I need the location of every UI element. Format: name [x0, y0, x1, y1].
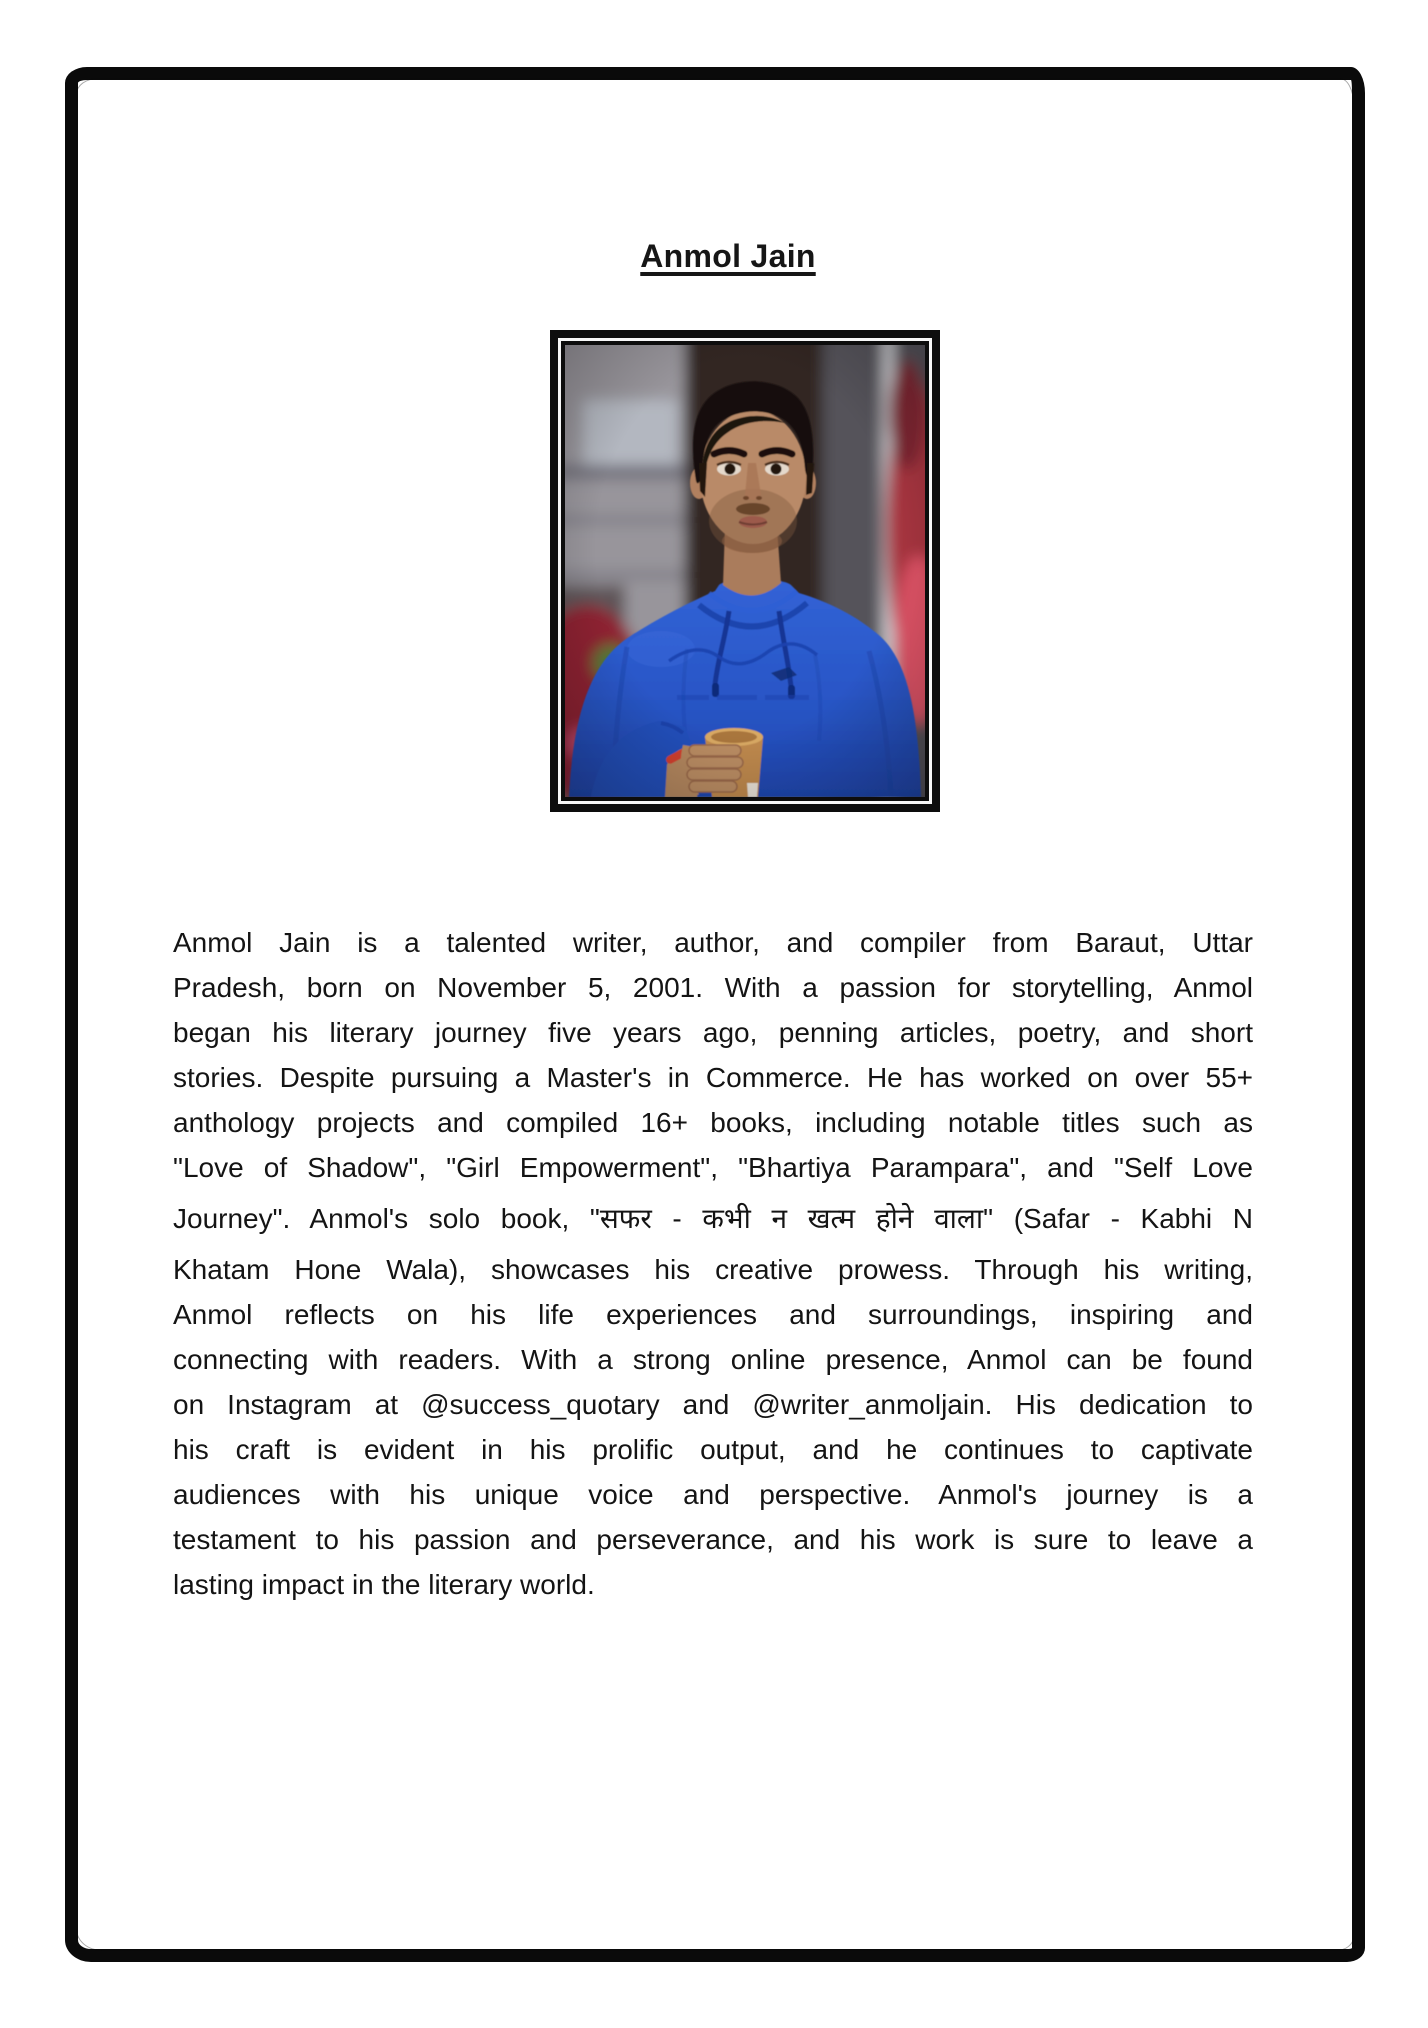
- portrait-photo: [565, 345, 925, 797]
- bio-line-5: anthology projects and compiled 16+ books, including notable titles such as: [173, 1107, 1253, 1138]
- bio-line-13: audiences with his unique voice and perspective. Anmol's journey is a: [173, 1479, 1253, 1510]
- portrait-photo-frame: [550, 330, 940, 812]
- bio-line-3: began his literary journey five years ago, penning articles, poetry, and short: [173, 1017, 1253, 1048]
- bio-line-1: Anmol Jain is a talented writer, author, and compiler from Baraut, Uttar: [173, 927, 1253, 958]
- bio-line-6: "Love of Shadow", "Girl Empowerment", "Bhartiya Parampara", and "Self Love: [173, 1152, 1253, 1183]
- bio-line-14: testament to his passion and perseverance, and his work is sure to leave a: [173, 1524, 1253, 1555]
- bio-line-11: on Instagram at @success_quotary and @writer_anmoljain. His dedication to: [173, 1389, 1253, 1420]
- bio-line-2: Pradesh, born on November 5, 2001. With a passion for storytelling, Anmol: [173, 972, 1253, 1003]
- bio-line-4: stories. Despite pursuing a Master's in Commerce. He has worked on over 55+: [173, 1062, 1253, 1093]
- photo-vignette: [565, 345, 925, 797]
- bio-line-9: Anmol reflects on his life experiences and surroundings, inspiring and: [173, 1299, 1253, 1330]
- bio-line-10: connecting with readers. With a strong online presence, Anmol can be found: [173, 1344, 1253, 1375]
- bio-line-12: his craft is evident in his prolific output, and he continues to captivate: [173, 1434, 1253, 1465]
- bio-line-15: lasting impact in the literary world.: [173, 1569, 595, 1600]
- portrait-photo-mat: [558, 338, 932, 804]
- bio-line-7: Journey". Anmol's solo book, "सफर - कभी न खत्म होने वाला" (Safar - Kabhi N: [173, 1203, 1253, 1234]
- page-title: Anmol Jain: [640, 238, 816, 274]
- bio-line-8: Khatam Hone Wala), showcases his creative prowess. Through his writing,: [173, 1254, 1253, 1285]
- bio-paragraph: [173, 920, 1253, 1607]
